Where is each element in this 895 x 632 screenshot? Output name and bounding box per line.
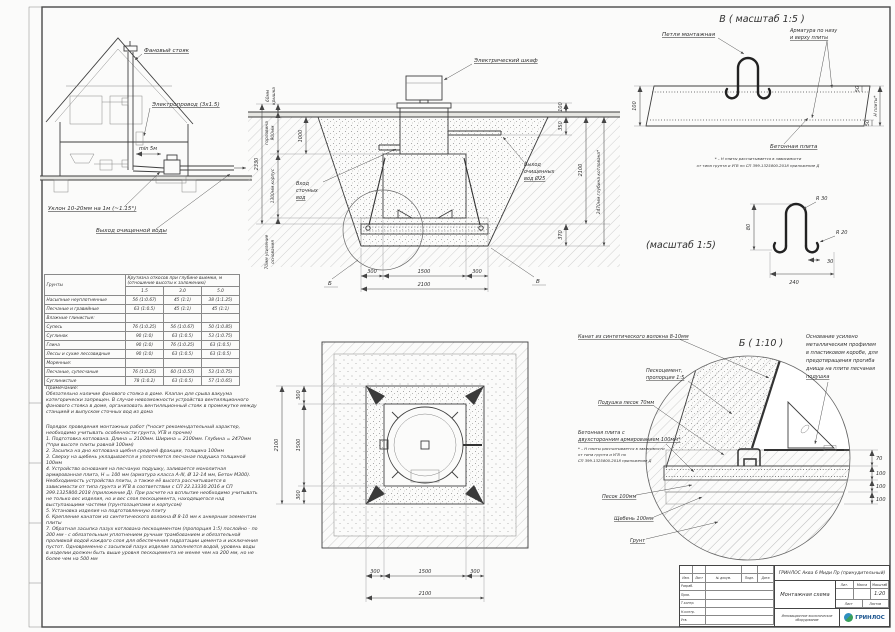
slab-note-3: СП 399.1325800.2018 приложение Д — [578, 458, 652, 463]
fan-stack-label: Фановый стояк — [144, 48, 189, 54]
detail-v-labels — [662, 28, 838, 150]
col-data: Дата — [758, 574, 774, 582]
reinf-2: металлическим профилем — [806, 342, 876, 348]
dim-base-1: 70мм усиление — [265, 234, 270, 270]
row-name: Насыпные неуплотненные — [45, 296, 126, 305]
dim-v-50b: 50 — [865, 119, 871, 127]
cell: 90 (1:0) — [126, 341, 164, 350]
footing-hatch — [182, 180, 196, 192]
dim-240: 240 — [789, 280, 799, 286]
dim-body: 1300мм корпус — [271, 168, 276, 204]
cell: 78 (1:0.2) — [126, 377, 164, 386]
slope-col-header: Крутизна откосов при глубине выемки, м (отношение высоты к заложению) — [126, 275, 240, 287]
plan-dim-1500: 1500 — [296, 438, 302, 452]
cell: 53 (1:0.75) — [202, 368, 240, 377]
cell: 50 (1:0.85) — [202, 323, 240, 332]
rope-label: Канат из синтетического волокна 8-10мм — [578, 334, 689, 340]
cell: 90 (1:0) — [126, 332, 164, 341]
cell — [164, 314, 202, 323]
dim-v-h: Н плиты* — [874, 95, 879, 117]
notes-title: Примечание: — [46, 386, 79, 391]
dim-r30: R 30 — [816, 196, 828, 202]
dim-1500: 1500 — [417, 269, 431, 275]
dim-1000: 1000 — [298, 129, 304, 143]
detail-v-note-1: * – Н плиты рассчитывается в зависимости — [714, 156, 802, 161]
plan-bdim-2100: 2100 — [418, 591, 432, 597]
plan-dim-2100: 2100 — [274, 438, 280, 452]
cushion-label: Подушка песок 70мм — [598, 400, 655, 406]
cell: 45 (1:1) — [164, 296, 202, 305]
reinf-6: подушка — [806, 374, 830, 380]
cell: 60 (1:0.57) — [164, 368, 202, 377]
dim-b-100c: 100 — [876, 497, 886, 503]
title-block — [679, 565, 890, 627]
order-item: 5. Установка изделия на подготовленную плиту — [46, 509, 167, 515]
cell — [202, 314, 240, 323]
detail-b — [576, 326, 890, 564]
order-title: Порядок проведения монтажных работ (*носит рекомендательный характер, необходимо учитывать особенности грунта, УГВ и прочее) — [46, 425, 241, 437]
dim-30: 30 — [827, 259, 834, 265]
marker-v: В — [536, 279, 540, 285]
cell: 63 (1:0.5) — [164, 350, 202, 359]
detail-v-note-2: от типа грунта и УГВ по СП 399.1325800.2018 приложение Д — [696, 163, 820, 168]
order-item: 7. Обратная засыпка пазух котлована пескоцементом (пропорция 1:5) послойно - по 300 мм - с обязательным уплотнением ручным трамбованием и обязательной проливкой водой каждого слоя для обеспечения гидратации цемента и исключения пустот. Одновременно с засыпкой пазух изделие заполняется водой, уровень воды в изделии должен быть выше уровня пескоцемента не менее чем на 200 мм, но не более чем на 500 мм — [46, 527, 258, 563]
ground-lines — [248, 112, 620, 117]
plan-sand — [334, 354, 516, 536]
inlet-label-3: вод — [296, 195, 306, 201]
mass-header: Масса — [854, 581, 872, 589]
house-view — [40, 18, 252, 264]
cell — [164, 359, 202, 368]
inlet-label-1: Вход — [296, 181, 309, 187]
dim-neck-2: 900мм — [271, 125, 276, 141]
order-item: 1. Подготовка котлована. Длина = 2100мм. Ширина = 2100мм. Глубина = 2470мм (*при высоте плиты равной 100мм) — [46, 437, 251, 449]
ground — [40, 176, 252, 192]
slope-label: Уклон 10-20мм на 1м (~1.15°) — [48, 206, 137, 212]
station-box — [164, 160, 180, 174]
order-item: 3. Сверху на щебень укладывается и уплотняется песчаная подушка толщиной 100мм — [46, 455, 246, 467]
table-row — [45, 359, 240, 368]
lit-header: Лит. — [836, 581, 854, 589]
plan-dim-300t: 300 — [296, 390, 302, 400]
row-name: Моренные: — [45, 359, 126, 368]
plan-bdim-1500: 1500 — [418, 569, 432, 575]
electric-conduit — [136, 132, 143, 145]
col-izm: Изм. — [680, 574, 693, 582]
product-name: ГРИНЛОС Аква 6 Миди Пр (принудительный) — [775, 566, 889, 581]
loop-label: Петля монтажная — [662, 32, 716, 38]
subsoil — [646, 504, 856, 566]
cell — [126, 359, 164, 368]
notes-block — [46, 386, 258, 563]
reinf-1: Основание усилено — [806, 334, 858, 340]
cell: 45 (1:1) — [202, 305, 240, 314]
cell: 76 (1:0.25) — [164, 341, 202, 350]
table-row — [45, 323, 240, 332]
dim-300l: 300 — [367, 269, 377, 275]
reinf-5: днища на плите песчаная — [806, 366, 876, 372]
dim-r20: R 20 — [836, 230, 848, 236]
cell: 63 (1:0.5) — [164, 332, 202, 341]
gravel-label: Щебень 100мм — [614, 516, 654, 522]
sheet-header: Лист — [836, 600, 863, 608]
role-razrab: Разраб. — [680, 583, 706, 591]
dim-b-70: 70 — [876, 456, 883, 462]
cell: 90 (1:0) — [126, 350, 164, 359]
loop-dims — [746, 196, 847, 286]
table-row — [45, 350, 240, 359]
toilet — [100, 160, 112, 170]
detail-v — [622, 8, 890, 178]
depth-3: 5.0 — [202, 287, 240, 296]
dim-b-100b: 100 — [876, 484, 886, 490]
outlet-label-2: очищенных — [524, 169, 555, 175]
dim-80: 80 — [746, 223, 752, 231]
scale-header: Масштаб — [871, 581, 889, 589]
slab-label-2: двухсторонним армированием 100мм* — [578, 437, 681, 443]
plan-center-box — [421, 441, 429, 449]
row-name: Суглинистые — [45, 377, 126, 386]
cell: 63 (1:0.5) — [126, 305, 164, 314]
doc-title: Монтажная схема — [775, 581, 836, 608]
company-logo — [840, 609, 889, 626]
footing-hatch — [54, 180, 68, 192]
cell: 63 (1:0.5) — [164, 377, 202, 386]
electric-cabinet — [406, 76, 442, 103]
cell: 45 (1:1) — [164, 305, 202, 314]
detail-loop — [622, 186, 862, 301]
dim-350: 350 — [558, 121, 564, 131]
title-block-revision-grid — [680, 566, 775, 626]
rebar-label-2: и верху плиты — [790, 35, 829, 41]
row-name: Лессы и сухие лессовидные — [45, 350, 126, 359]
row-name: Влажные глинистые: — [45, 314, 126, 323]
cell — [202, 359, 240, 368]
sand-label: Песок 100мм — [602, 494, 637, 500]
company-tagline: Инновационное экологическое оборудование — [775, 609, 840, 626]
table-row — [45, 377, 240, 386]
role-tkontr: Т.контр. — [680, 600, 706, 608]
table-row — [45, 296, 240, 305]
col-dokum: № докум. — [706, 574, 742, 582]
dim-neck-1: горловина — [265, 121, 270, 145]
cell: 76 (1:0.25) — [126, 368, 164, 377]
cell: 38 (1:1.25) — [202, 296, 240, 305]
inlet-label-2: сточных — [296, 188, 318, 194]
sheets-header: Листов — [863, 600, 890, 608]
reinf-4: предотвращения прогиба — [806, 358, 875, 364]
notes-p1: Обязательно наличие фанового стояка в доме. Клапан для срыва вакуума категорически запрещен. В случае невозможности устройства вентиляционного фанового стояка в доме, организовать вентиляционный стояк в промежутке между станцией и выпуском сточных вод из дома — [46, 392, 257, 416]
detail-b-title: Б ( 1:10 ) — [738, 338, 784, 349]
scale-value: 1:20 — [871, 589, 889, 600]
soil-col-header: Грунты — [45, 275, 126, 296]
plan-view — [270, 318, 570, 612]
cell: 56 (1:0.67) — [164, 323, 202, 332]
dim-2330: 2330 — [254, 157, 260, 171]
detail-v-title: В ( масштаб 1:5 ) — [719, 14, 805, 25]
tank-lid — [397, 103, 451, 108]
order-item: 2. Засыпка на дно котлована щебня средней фракции, толщина 100мм — [46, 449, 225, 455]
row-name: Глина — [45, 341, 126, 350]
row-name: Песчаные, супесчаные — [45, 368, 126, 377]
dim-300r: 300 — [472, 269, 482, 275]
house-labels — [48, 48, 230, 234]
col-list: Лист — [693, 574, 706, 582]
outlet-label-3: вод Ø25 — [524, 176, 546, 182]
dim-2100b: 2100 — [417, 282, 431, 288]
globe-icon — [844, 613, 853, 622]
cement-label-1: Пескоцемент, — [646, 368, 683, 374]
cell: 56 (1:0.67) — [126, 296, 164, 305]
cell: 63 (1:0.5) — [202, 341, 240, 350]
brand-name: ГРИНЛОС — [855, 614, 885, 621]
table-row — [45, 332, 240, 341]
slab-label-1: Бетонная плита с — [578, 430, 625, 436]
plan-dim-300b: 300 — [296, 490, 302, 500]
role-utv: Утв. — [680, 616, 706, 624]
slab-note-1: * – Н плиты рассчитывается в зависимости — [578, 446, 665, 451]
slab-label: Бетонная плита — [770, 144, 818, 150]
dim-cap-2: крышка — [272, 87, 277, 105]
clean-out-label: Выход очищенной воды — [96, 228, 167, 234]
soil-table — [44, 274, 240, 386]
sink — [70, 154, 94, 163]
dim-v-50t: 50 — [855, 85, 861, 93]
table-row — [45, 368, 240, 377]
row-name: Суглинок — [45, 332, 126, 341]
min5-label: min 5м — [139, 146, 157, 152]
section-view — [248, 52, 620, 307]
cement-label-2: пропорция 1:5 — [646, 375, 685, 381]
order-item: 4. Устройство основания на песчаную подушку, заливается монолитная армированная плита, Н = 100 мм (арматура класса A-III, Ø 12-14 мм, Бетон М300). Необходимость устройства плиты, а также её высота рассчитывается в зависимости от типа грунта и УГВ в соответствии с СП 22.13330.2016 и СП 399.1325800.2018 (приложение Д). При расчете на всплытие необходимо учитывать не только вес изделия, но и вес слоя пескоцемента, находящегося над выступающими частями (грунтозацепами и корпусом) — [46, 467, 258, 509]
order-item: 6. Крепление канатом из синтетического волокна Ø 8-10 мм к анкерным элементам плиты — [46, 515, 257, 527]
dim-370: 370 — [558, 230, 564, 240]
row-name: Песчаные и гравийные — [45, 305, 126, 314]
plan-bdim-300l: 300 — [370, 569, 380, 575]
dim-depth: 2470мм глубина котлована* — [597, 149, 602, 215]
cell — [126, 314, 164, 323]
fan-stack-pipe — [94, 41, 143, 170]
table-row — [45, 305, 240, 314]
table-row — [45, 314, 240, 323]
wiring-label: Электропровод (3х1.5) — [152, 102, 220, 108]
dim-v-100: 100 — [632, 101, 638, 111]
dim-2100: 2100 — [578, 163, 584, 177]
scale-grid — [836, 581, 889, 608]
cell: 57 (1:0.65) — [202, 377, 240, 386]
frame-margin-stamps — [29, 403, 42, 583]
outlet-label-1: Выход — [524, 162, 541, 168]
depth-1: 1.5 — [126, 287, 164, 296]
cell: 63 (1:0.5) — [202, 350, 240, 359]
soil-label: Грунт — [630, 538, 646, 544]
plan-bdim-300r: 300 — [470, 569, 480, 575]
loop-shape — [774, 204, 818, 252]
min5-dim — [136, 146, 161, 154]
cell: 76 (1:0.25) — [126, 323, 164, 332]
dim-base-2: основания — [271, 240, 276, 264]
dim-cap-1: 60мм — [266, 90, 271, 102]
role-nkontr: Н.контр. — [680, 608, 706, 616]
cell: 53 (1:0.75) — [202, 332, 240, 341]
dim-100: 100 — [558, 102, 564, 112]
cabinet-label: Электрический шкаф — [474, 58, 538, 64]
marker-b: Б — [328, 281, 332, 287]
role-prov: Пров. — [680, 591, 706, 599]
detail-loop-title: (масштаб 1:5) — [646, 240, 716, 251]
slab-note-2: от типа грунта и УГВ по — [578, 452, 627, 457]
dim-b-100a: 100 — [876, 471, 886, 477]
col-podp: Подп. — [742, 574, 758, 582]
table-row — [45, 341, 240, 350]
row-name: Супесь — [45, 323, 126, 332]
reinf-3: в пластиковом коробе, для — [806, 350, 878, 356]
depth-2: 3.0 — [164, 287, 202, 296]
rebar-label-1: Арматура по низу — [790, 28, 838, 34]
